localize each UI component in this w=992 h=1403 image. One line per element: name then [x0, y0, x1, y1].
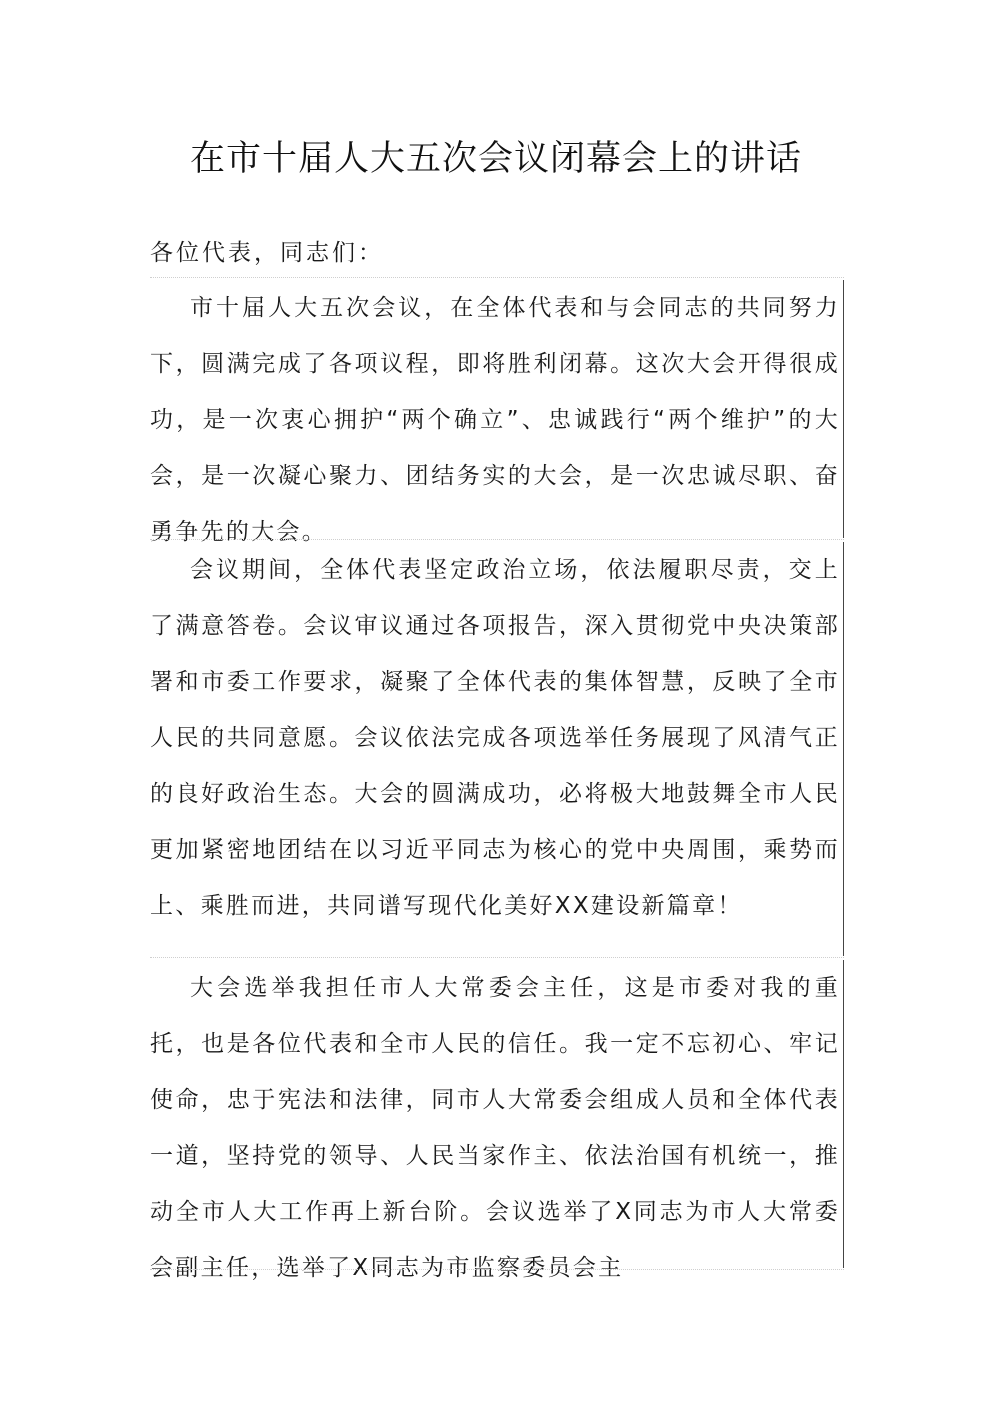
line-divider: [150, 277, 844, 278]
line-divider: [150, 539, 844, 540]
paragraph-1: 市十届人大五次会议，在全体代表和与会同志的共同努力下，圆满完成了各项议程，即将胜利闭幕。这次大会开得很成功，是一次衷心拥护“两个确立”、忠诚践行“两个维护”的大会，是一次凝心聚力、团结务实的大会，是一次忠诚尽职、奋勇争先的大会。: [150, 280, 844, 538]
document-title: 在市十届人大五次会议闭幕会上的讲话: [189, 139, 802, 179]
line-divider: [150, 957, 844, 958]
line-divider: [150, 1269, 844, 1270]
paragraph-2: 会议期间，全体代表坚定政治立场，依法履职尽责，交上了满意答卷。会议审议通过各项报告，深入贯彻党中央决策部署和市委工作要求，凝聚了全体代表的集体智慧，反映了全市人民的共同意愿。会议依法完成各项选举任务展现了风清气正的良好政治生态。大会的圆满成功，必将极大地鼓舞全市人民更加紧密地团结在以习近平同志为核心的党中央周围，乘势而上、乘胜而进，共同谱写现代化美好XX建设新篇章！: [150, 542, 844, 956]
salutation: 各位代表，同志们：: [150, 240, 384, 266]
paragraph-3: 大会选举我担任市人大常委会主任，这是市委对我的重托，也是各位代表和全市人民的信任。我一定不忘初心、牢记使命，忠于宪法和法律，同市人大常委会组成人员和全体代表一道，坚持党的领导、人民当家作主、依法治国有机统一，推动全市人大工作再上新台阶。会议选举了X同志为市人大常委会副主任，选举了X同志为市监察委员会主: [150, 960, 844, 1268]
